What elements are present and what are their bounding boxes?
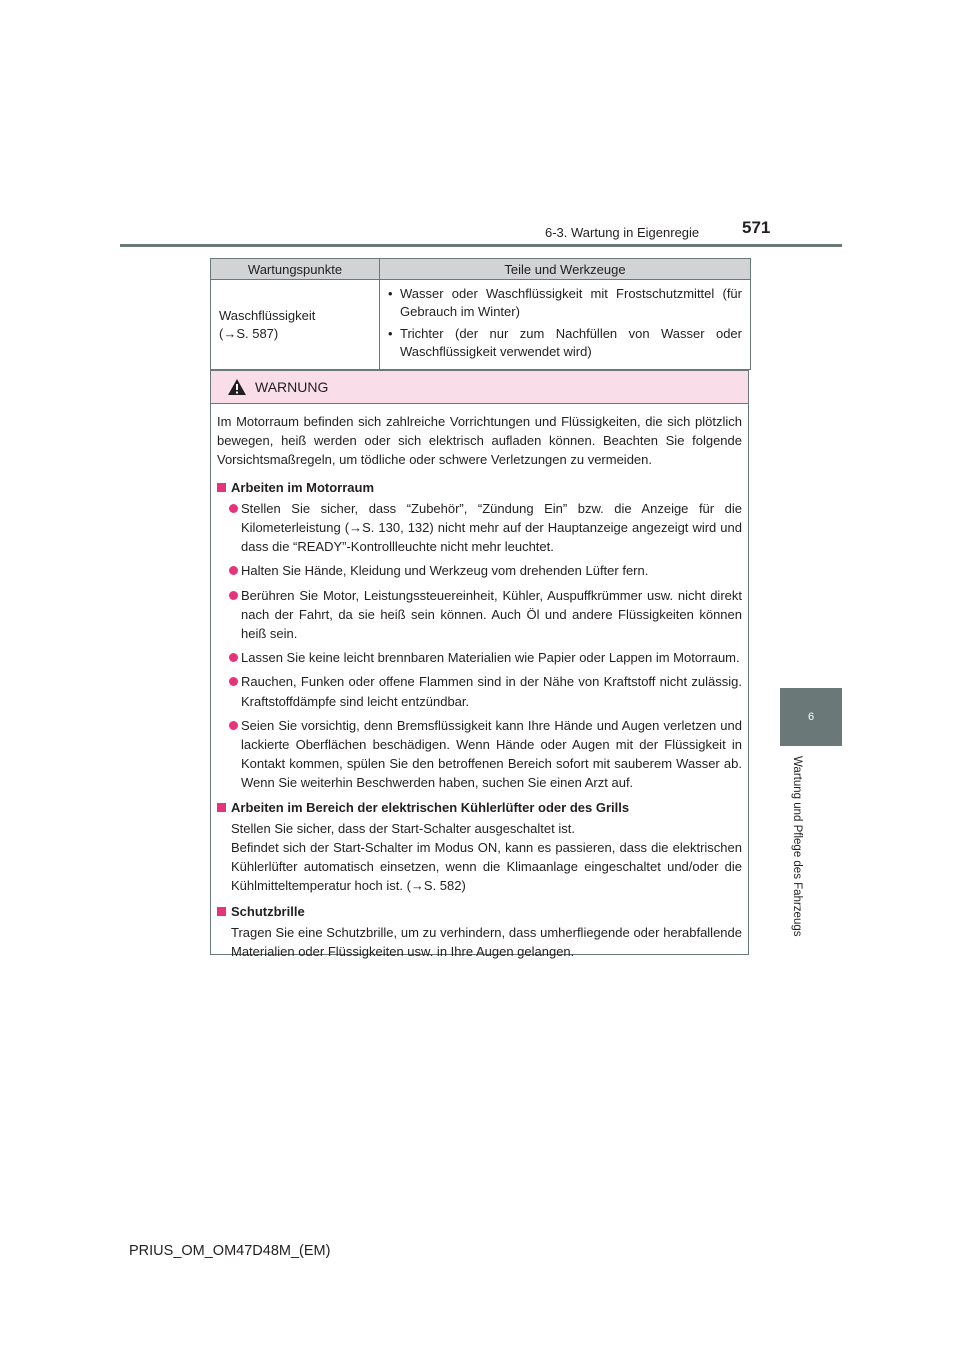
- tool-item: • Trichter (der nur zum Nachfüllen von Wasser oder Waschflüssigkeit verwendet wird): [388, 325, 742, 361]
- table-cell-item: [211, 280, 380, 370]
- section-heading: Arbeiten im Bereich der elektrischen Kühlerlüfter oder des Grills: [217, 798, 742, 817]
- list-item: Lassen Sie keine leicht brennbaren Materialien wie Papier oder Lappen im Motorraum.: [217, 648, 742, 667]
- header-rule: [120, 244, 842, 247]
- section-heading: Arbeiten im Motorraum: [217, 478, 742, 497]
- tool-item: • Wasser oder Waschflüssigkeit mit Frostschutzmittel (für Gebrauch im Winter): [388, 285, 742, 321]
- warning-header: [211, 371, 748, 404]
- section-text: Stellen Sie sicher, dass der Start-Schalter ausgeschaltet ist.: [231, 820, 575, 836]
- table-header-row: [211, 259, 751, 280]
- list-item: Stellen Sie sicher, dass “Zubehör”, “Zündung Ein” bzw. die Anzeige für die Kilometerleistung (→S. 130, 132) nicht mehr auf der Hauptanzeige angezeigt wird und dass die “READY”-Kontrollleuchte nicht mehr leuchtet.: [217, 499, 742, 557]
- footer-code: PRIUS_OM_OM47D48M_(EM): [129, 1243, 331, 1259]
- tools-table: [210, 258, 751, 370]
- warning-body: [211, 404, 748, 961]
- page-number: 571: [742, 218, 771, 237]
- warning-title: WARNUNG: [255, 379, 329, 395]
- list-item: Berühren Sie Motor, Leistungssteuereinheit, Kühler, Auspuffkrümmer usw. nicht direkt nach der Fahrt, da sie heiß sein können. Auch Öl und andere Flüssigkeiten können heiß sein.: [217, 586, 742, 644]
- warning-intro: Im Motorraum befinden sich zahlreiche Vorrichtungen und Flüssigkeiten, die sich plötzlich bewegen, heiß werden oder sich elektrisch aufladen können. Beachten Sie folgende Vorsichtsmaßregeln, um tödliche oder schwere Verletzungen zu vermeiden.: [217, 414, 742, 468]
- table-row: [211, 280, 751, 370]
- list-item: Rauchen, Funken oder offene Flammen sind in der Nähe von Kraftstoff nicht zulässig. Kraftstoffdämpfe sind leicht entzündbar.: [217, 672, 742, 710]
- table-header-cell: Teile und Werkzeuge: [380, 259, 751, 280]
- chapter-number: 6: [807, 711, 815, 723]
- list-item: Halten Sie Hände, Kleidung und Werkzeug vom drehenden Lüfter fern.: [217, 561, 742, 580]
- table-cell-tools: [380, 280, 751, 370]
- item-name: Waschflüssigkeit: [219, 307, 316, 323]
- table-header-cell: Wartungspunkte: [211, 259, 380, 280]
- section-text: Tragen Sie eine Schutzbrille, um zu verhindern, dass umherfliegende oder herabfallende Materialien oder Flüssigkeiten usw. in Ihre Augen gelangen.: [231, 924, 742, 960]
- chapter-tab: [780, 688, 842, 746]
- warning-triangle-icon: [227, 378, 247, 396]
- section-text: Befindet sich der Start-Schalter im Modus ON, kann es passieren, dass die elektrischen Kühlerlüfter automatisch einsetzen, wenn die Klimaanlage eingeschaltet und/oder die Kühlmitteltemperatur hoch ist. (→S. 582): [231, 840, 742, 894]
- chapter-title: Wartung und Pflege des Fahrzeugs: [791, 756, 803, 937]
- section-heading: Schutzbrille: [217, 902, 742, 921]
- section-title: 6-3. Wartung in Eigenregie: [545, 225, 700, 240]
- list-item: Seien Sie vorsichtig, denn Bremsflüssigkeit kann Ihre Hände und Augen verletzen und lackierte Oberflächen beschädigen. Wenn Hände oder Augen mit der Flüssigkeit in Kontakt kommen, spülen Sie den betroffenen Bereich sofort mit sauberem Wasser ab. Wenn Sie weiterhin Beschwerden haben, suchen Sie einen Arzt auf.: [217, 716, 742, 793]
- warning-box: [210, 370, 749, 960]
- item-reference: (→S. 587): [219, 325, 279, 341]
